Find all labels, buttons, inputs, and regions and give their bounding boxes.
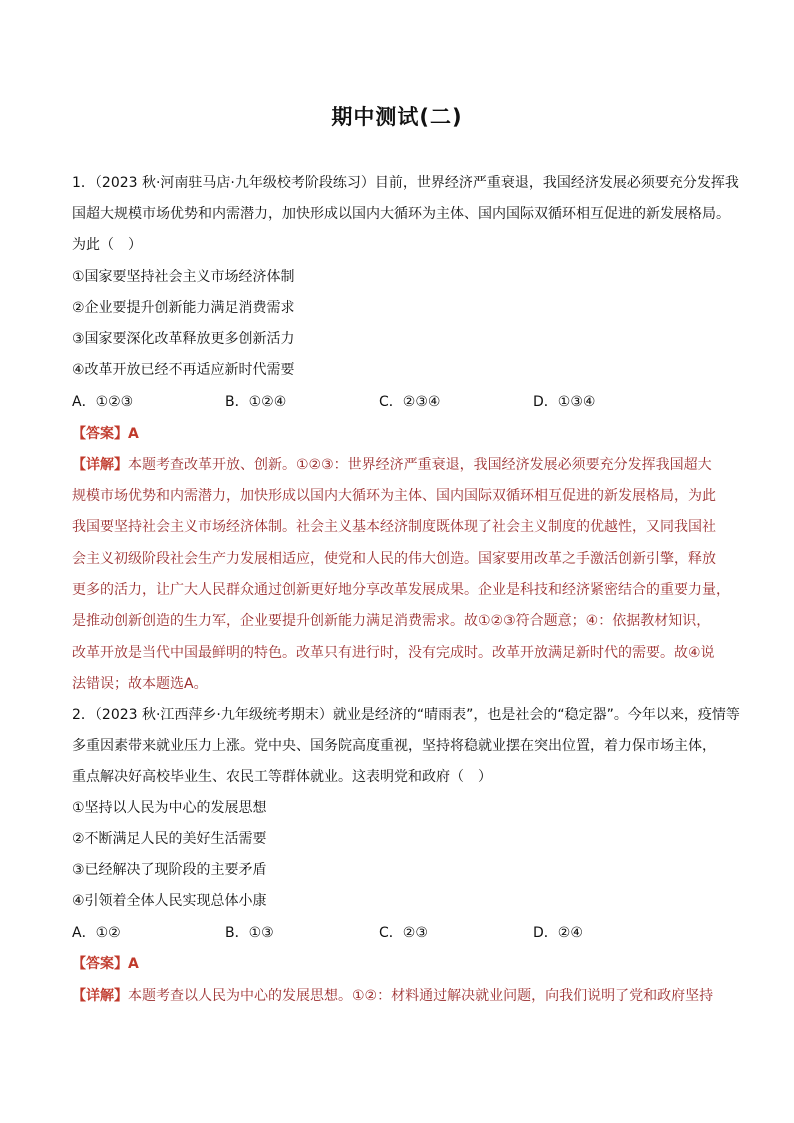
q1-statement: ①国家要坚持社会主义市场经济体制 (72, 269, 295, 285)
q1-statement: ③国家要深化改革释放更多创新活力 (72, 331, 295, 347)
q1-stem-line: 国超大规模市场优势和内需潜力，加快形成以国内大循环为主体、国内国际双循环相互促进的新发展格局。 (72, 206, 730, 222)
q1-statement: ④改革开放已经不再适应新时代需要 (72, 362, 295, 378)
q1-statement: ②企业要提升创新能力满足消费需求 (72, 300, 295, 316)
q2-statement: ②不断满足人民的美好生活需要 (72, 831, 267, 847)
q2-answer (72, 954, 737, 974)
page-title: 期中测试(二) (331, 105, 463, 129)
q2-stem-line: 重点解决好高校毕业生、农民工等群体就业。这表明党和政府（ ） (72, 769, 492, 785)
q1-option-b[interactable]: B．①②④ (225, 394, 287, 410)
q1-explanation-line: 是推动创新创造的生力军，企业要提升创新能力满足消费需求。故①②③符合题意；④：依据教材知识， (72, 613, 711, 629)
q2-option-d[interactable]: D．②④ (533, 925, 583, 941)
explanation-text: 本题考查改革开放、创新。①②③：世界经济严重衰退，我国经济发展必须要充分发挥我国超大 (128, 457, 712, 473)
q2-options (72, 923, 737, 943)
q2-statement: ③已经解决了现阶段的主要矛盾 (72, 862, 267, 878)
q2-statement: ④引领着全体人民实现总体小康 (72, 893, 267, 909)
q1-answer (72, 424, 737, 444)
explanation-label: 【详解】 (72, 988, 128, 1004)
q1-explanation-line (72, 455, 737, 475)
answer-label: 【答案】 (72, 426, 128, 442)
answer-value: A (128, 426, 139, 442)
q1-explanation-line: 更多的活力，让广大人民群众通过创新更好地分享改革发展成果。企业是科技和经济紧密结合的重要力量， (72, 582, 730, 598)
explanation-text: 本题考查以人民为中心的发展思想。①②：材料通过解决就业问题，向我们说明了党和政府坚持 (128, 988, 714, 1004)
q1-explanation-line: 法错误；故本题选A。 (72, 676, 208, 692)
q1-explanation-line: 规模市场优势和内需潜力，加快形成以国内大循环为主体、国内国际双循环相互促进的新发展格局，为此 (72, 488, 716, 504)
q1-stem-line: 为此（ ） (72, 237, 142, 253)
q1-explanation-line: 改革开放是当代中国最鲜明的特色。改革只有进行时，没有完成时。改革开放满足新时代的需要。故④说 (72, 645, 715, 661)
q1-options (72, 392, 737, 412)
q1-explanation-line: 我国要坚持社会主义市场经济体制。社会主义基本经济制度既体现了社会主义制度的优越性，又同我国社 (72, 519, 716, 535)
q1-explanation-line: 会主义初级阶段社会生产力发展相适应，使党和人民的伟大创造。国家要用改革之手激活创新引擎，释放 (72, 551, 716, 567)
q1-option-a[interactable]: A．①②③ (72, 394, 134, 410)
q1-stem-line: 1．（2023 秋·河南驻马店·九年级校考阶段练习）目前，世界经济严重衰退，我国经济发展必须要充分发挥我 (72, 175, 739, 191)
q1-option-c[interactable]: C．②③④ (379, 394, 441, 410)
q2-stem-line: 2．（2023 秋·江西萍乡·九年级统考期末）就业是经济的“晴雨表”，也是社会的“稳定器”。今年以来，疫情等 (72, 707, 740, 723)
answer-label: 【答案】 (72, 956, 128, 972)
q2-option-b[interactable]: B．①③ (225, 925, 274, 941)
q2-explanation-line (72, 986, 737, 1006)
q2-option-c[interactable]: C．②③ (379, 925, 428, 941)
q2-stem-line: 多重因素带来就业压力上涨。党中央、国务院高度重视，坚持将稳就业摆在突出位置，着力保市场主体， (72, 738, 716, 754)
q1-option-d[interactable]: D．①③④ (533, 394, 596, 410)
q2-statement: ①坚持以人民为中心的发展思想 (72, 800, 267, 816)
q2-option-a[interactable]: A．①② (72, 925, 121, 941)
answer-value: A (128, 956, 139, 972)
explanation-label: 【详解】 (72, 457, 128, 473)
